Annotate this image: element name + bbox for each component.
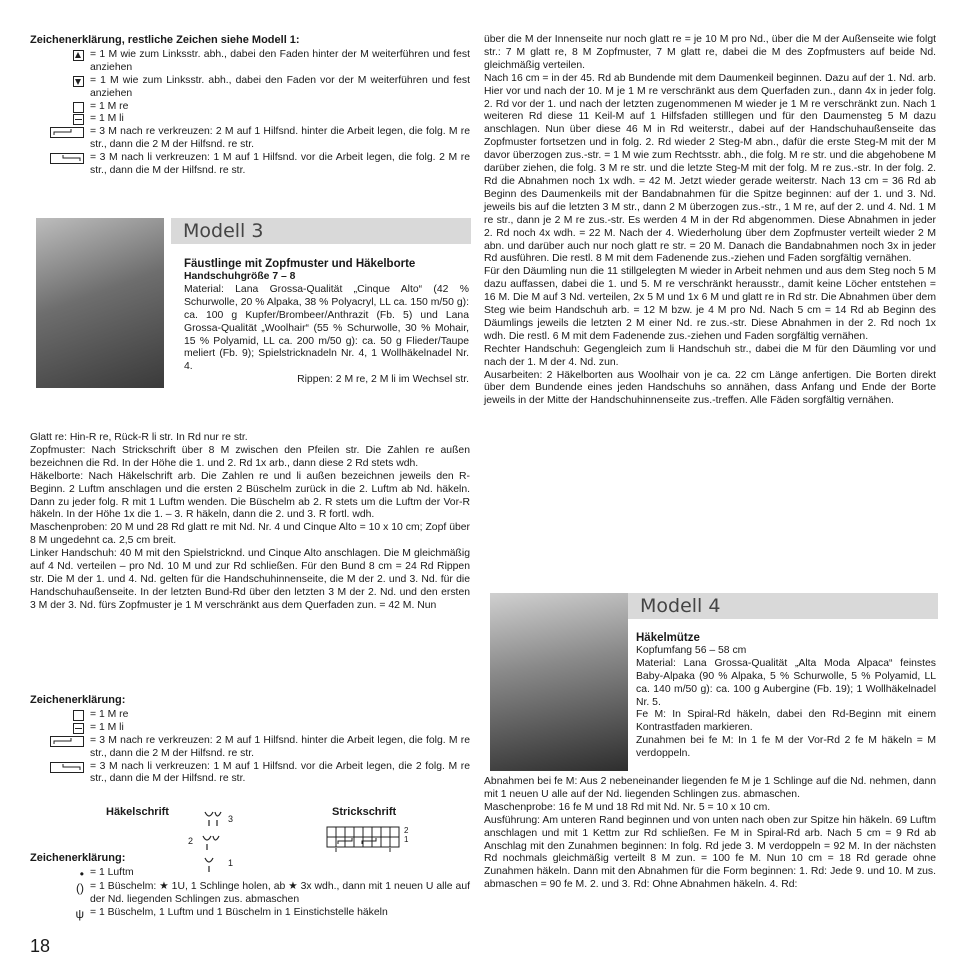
- zopf-text: Zopfmuster: Nach Strickschrift über 8 M zwischen den Pfeilen str. Die Zahlen re außen bezeichnen die Rd. In der Höhe die 1. und 2. Rd 1x arb., dann diese 2 Rd stets wdh.: [30, 444, 470, 469]
- legend-text: = 1 M wie zum Linksstr. abh., dabei den Faden vor der M weiterführen und fest anziehen: [90, 74, 470, 99]
- model4-title: Häkelmütze: [636, 632, 700, 644]
- model3-body: [30, 432, 470, 613]
- legend1-item: [30, 113, 470, 126]
- double-bobble-icon: ψ: [75, 906, 84, 921]
- haekel-chart-title: Häkelschrift: [106, 806, 169, 818]
- model4-ausf: Ausführung: Am unteren Rand beginnen und von unten nach oben zur Spitze hin häkeln. 69 Luftm anschlagen und mit 1 Kettm zur Rd schließen. Fe M in Spiral-Rd arb. Nach 5 cm = 9 Rd ab Anschlag mit den Zunahmen beginnen: In folg. Rd jede 3. M verdoppeln = 92 M. In der nächsten Rd nochmals gleichmäßig verteilt 8 M zun. = 100 fe M. Nun 10 cm = 18 Rd gerade ohne Zunahmen häkeln. Dann mit den Abnahmen für die Form beginnen: 1. Rd: Jede 9. und 10. M zus. abmaschen = 90 fe M. 2. und 3. Rd: Ohne Abnahmen häkeln. 4. Rd:: [484, 814, 936, 891]
- legend-text: = 3 M nach li verkreuzen: 1 M auf 1 Hilfsnd. vor die Arbeit legen, die 2 folg. M re str., dann die M der Hilfsnd. re str.: [90, 760, 470, 785]
- legend3-item: [30, 867, 470, 881]
- bobble-icon: (): [76, 880, 84, 895]
- right-p4: Rechter Handschuh: Gegengleich zum li Handschuh str., dabei die M für den Däumling vor und nach der 1. M der 4. Nd. zun.: [484, 343, 936, 368]
- strick-nums: [404, 826, 408, 844]
- model3-intro: [184, 258, 469, 387]
- model4-material: Material: Lana Grossa-Qualität „Alta Moda Alpaca“ feinstes Baby-Alpaka (90 % Alpaka, 5 % Schurwolle, 5 % Polyamid, LL ca. 140 m/50 g): ca. 100 g Aubergine (Fb. 19); 1 Wollhäkelnadel Nr. 5.: [636, 657, 936, 708]
- legend3-item: [30, 881, 470, 907]
- legend3-title: Zeichenerklärung:: [30, 852, 126, 864]
- right-p1: über die M der Innenseite nur noch glatt re = je 10 M pro Nd., über die M der Außenseite wie folgt str.: 7 M glatt re, 8 M Zopfmuster, 7 M glatt re, dabei die M des Zopfmusters auf beide Nd. gleichmäßig verteilen.: [484, 34, 936, 71]
- legend1-item: [30, 126, 470, 152]
- cable-left-icon: [50, 762, 84, 773]
- legend-symbol: [30, 867, 90, 881]
- legend-symbol: [30, 709, 90, 721]
- model4-probe: Maschenprobe: 16 fe M und 18 Rd mit Nd. Nr. 5 = 10 x 10 cm.: [484, 801, 771, 813]
- hat-photo: [490, 593, 628, 771]
- legend-text: = 1 M re: [90, 100, 129, 112]
- legend-symbol: [30, 49, 90, 61]
- legend-symbol: [30, 761, 90, 773]
- legend1-title: Zeichenerklärung, restliche Zeichen siehe Modell 1:: [30, 34, 300, 46]
- cable-right-icon: [50, 736, 84, 747]
- legend-text: = 1 Luftm: [90, 866, 134, 878]
- dot-icon: •: [79, 866, 84, 881]
- left-column: [30, 34, 470, 178]
- legend-symbol: [30, 126, 90, 138]
- model4-header-label: Modell 4: [640, 595, 721, 617]
- mittens-photo: [36, 218, 164, 388]
- model4-header: [628, 593, 938, 619]
- legend-symbol: [30, 735, 90, 747]
- legend3-item: [30, 907, 470, 921]
- model4-fem: Fe M: In Spiral-Rd häkeln, dabei den Rd-Beginn mit einem Kontrastfaden markieren.: [636, 709, 936, 734]
- model4-body: [484, 776, 936, 892]
- strick-chart-title: Strickschrift: [332, 806, 397, 818]
- right-p2: Nach 16 cm = in der 45. Rd ab Bundende mit dem Daumenkeil beginnen. Dazu auf der 1. Nd. arb. Hier vor und nach der 10. M je 1 M re verschränkt aus dem Querfaden zun., dann 4x in jeder folg. 2. Rd vor der 1. und nach der letzten zugenommenen M wieder je 1 M re verschränkt zun. Nach 1 weiteren Rd diese 11 Keil-M auf 1 Hilfsfaden stilllegen und für den Daumensteg 5 M dazu anschlagen. Nun über diese 46 M in Rd weiterstr., dabei auf der Handschuhaußenseite das Zopfmuster fortsetzen und in folg. 2. Rd wieder 2 Steg-M abn., dafür die erste Steg-M mit der M davor überzogen zus.-str. = 1 M wie zum Rechtsstr. abh., die folg. M re str. und die abgehobene M darüber ziehen, die folg. 3 M re str. und die letzte Steg-M mit der folg. M re zus.-str. In der folg. 2. Rd die Abnahmen noch 1x wdh. = 42 M. Jetzt wieder gerade weiterstr. Nach 13 cm = 36 Rd ab Beginn des Daumenkeils mit der Bandabnahmen für die Spitze beginnen: auf der 1. und 3. Nd. jeweils bis auf die letzten 3 M str., dann 2 M überzogen zus.-str., 1 M re, auf der 2. und 4. Nd. 1 M re str., dann je 2 M re zus.-str. Es werden 4 M in der Rd abgenommen. Diese Abnahmen in jeder 2. Rd noch 4x wdh. = 22 M. Nach der 4. Wiederholung über dem Zopfmuster verteilt wieder 2 M abn. und darüber auch nur noch glatt re str. = 20 M. Danach die Bandabnahmen noch 3x in jeder Rd ausführen. Die restl. 8 M mit dem Fadenende zus.-ziehen und Faden sorgfältig vernähen.: [484, 72, 936, 265]
- legend1-item: [30, 75, 470, 101]
- empty-box-icon: [73, 710, 84, 721]
- legend3-block: [30, 852, 470, 921]
- maschenproben-text: Maschenproben: 20 M und 28 Rd glatt re mit Nd. Nr. 4 und Cinque Alto = 10 x 10 cm; Zopf über 8 M ungedehnt ca. 2,5 cm breit.: [30, 522, 470, 547]
- triangle-down-box-icon: [73, 76, 84, 87]
- legend-symbol: [30, 152, 90, 164]
- cable-left-icon: [50, 153, 84, 164]
- legend1-item: [30, 49, 470, 75]
- model4-zun: Zunahmen bei fe M: In 1 fe M der Vor-Rd 2 fe M häkeln = M verdoppeln.: [636, 735, 936, 760]
- dash-box-icon: [73, 114, 84, 125]
- legend-text: = 1 M re: [90, 708, 129, 720]
- legend-text: = 3 M nach re verkreuzen: 2 M auf 1 Hilfsnd. hinter die Arbeit legen, die folg. M re str., dann die 2 M der Hilfsnd. re str.: [90, 734, 470, 759]
- legend-text: = 3 M nach re verkreuzen: 2 M auf 1 Hilfsnd. hinter die Arbeit legen, die folg. M re str., dann die 2 M der Hilfsnd. re str.: [90, 126, 470, 151]
- model3-size: Handschuhgröße 7 – 8: [184, 271, 296, 282]
- legend2-item: [30, 735, 470, 761]
- legend2-title: Zeichenerklärung:: [30, 694, 126, 706]
- legend2-block: [30, 694, 470, 786]
- legend1-item: [30, 152, 470, 178]
- legend-text: = 1 Büschelm: ★ 1U, 1 Schlinge holen, ab ★ 3x wdh., dann mit 1 neuen U alle auf der Nd. liegenden Schlingen zus. abmaschen: [90, 880, 470, 905]
- strick-num-2: 2: [404, 826, 409, 835]
- triangle-up-box-icon: [73, 50, 84, 61]
- model3-header: [171, 218, 471, 244]
- legend-symbol: [30, 101, 90, 113]
- legend2-list: [30, 709, 470, 786]
- page-number: 18: [30, 936, 51, 956]
- model3-header-label: Modell 3: [183, 220, 264, 242]
- legend-symbol: [30, 907, 90, 921]
- legend-symbol: [30, 722, 90, 734]
- legend-symbol: [30, 75, 90, 87]
- haekel-num-2: 2: [188, 836, 194, 846]
- legend-symbol: [30, 881, 90, 895]
- legend-text: = 3 M nach li verkreuzen: 1 M auf 1 Hilfsnd. vor die Arbeit legen, die folg. 2 M re str., dann die M der Hilfsnd. re str.: [90, 152, 470, 177]
- chart-row-2: [203, 836, 219, 850]
- model4-size: Kopfumfang 56 – 58 cm: [636, 644, 747, 656]
- empty-box-icon: [73, 102, 84, 113]
- model3-title: Fäustlinge mit Zopfmuster und Häkelborte: [184, 258, 416, 270]
- legend2-item: [30, 722, 470, 735]
- cable-right-icon: [50, 127, 84, 138]
- haekel-num-1: 1: [228, 858, 234, 868]
- chart-row-3: [205, 812, 221, 826]
- legend-symbol: [30, 113, 90, 125]
- right-p3: Für den Däumling nun die 11 stillgelegten M wieder in Arbeit nehmen und aus dem Steg noch 5 M dazu auffassen, dabei die 1. und 5. M re verschränkt herausstr., damit keine Löcher entstehen = 16 M. Die M auf 3 Nd. verteilen, 2x 5 M und 1x 6 M und glatt re in Rd str. Die Abnahmen über dem Steg wie beim Handschuh arb. = 12 M bzw. je 4 M pro Nd. Nach 5 cm = 14 Rd ab Beginn des Däumlings jeweils die letzten 2 M einer Nd. re zus.-str. Diese Abnahmen in der 2. Rd noch 1x wdh. Die restl. 6 M mit dem Fadenende zus.-ziehen und Faden sorgfältig vernähen.: [484, 266, 936, 342]
- right-column: [484, 34, 936, 408]
- legend-text: = 1 M li: [90, 721, 124, 733]
- model4-intro: [636, 632, 936, 761]
- model3-rippen: Rippen: 2 M re, 2 M li im Wechsel str.: [297, 374, 469, 386]
- legend2-item: [30, 709, 470, 722]
- dash-box-icon: [73, 723, 84, 734]
- haekelborte-text: Häkelborte: Nach Häkelschrift arb. Die Zahlen re und li außen bezeichnen jeweils den R-Beginn. 2 Luftm anschlagen und die ersten 2 Büschelm zurück in die 2. Luftm ab Nd. häkeln. Dann zu jeder folg. R mit 1 Luftm wenden. Die Büschelm ab 2. R stets um die Luftm der Vor-R häkeln. In der Höhe 1x die 1. – 3. R häkeln, dann die 2. und 3. R fortl. wdh.: [30, 470, 470, 521]
- linker-text: Linker Handschuh: 40 M mit den Spielstricknd. und Cinque Alto anschlagen. Die M gleichmäßig auf 4 Nd. verteilen – pro Nd. 10 M und zur Rd schließen. Für den Bund 8 cm = 24 Rd Rippen str. Die M der 1. und 4. Nd. gelten für die Handschuhinnenseite, die M der 2. und 3. Nd. für die Handschuhaußenseite. In der letzten Bund-Rd über den letzten 3 M der 2. Nd. und den ersten 3 M der 3. Nd. fürs Zopfmuster je 1 M verschränkt aus dem Querfaden zun. = 42 M. Nun: [30, 548, 470, 611]
- right-p5: Ausarbeiten: 2 Häkelborten aus Woolhair von je ca. 22 cm Länge anfertigen. Die Borten direkt über dem Bundende eines jeden Handschuhs so annähen, dass Anfang und Ende der Borte jeweils in der Mitte der Handschuhinnenseite zus.-treffen. Alle Fäden sorgfältig vernähen.: [484, 369, 936, 407]
- legend-text: = 1 M li: [90, 113, 124, 125]
- legend1-list: [30, 49, 470, 178]
- model3-material: Material: Lana Grossa-Qualität „Cinque Alto“ (42 % Schurwolle, 20 % Alpaka, 38 % Polyacryl, LL ca. 150 m/50 g): ca. 100 g Kupfer/Brombeer/Anthrazit (Fb. 5) und Lana Grossa-Qualität „Woolhair“ (55 % Schurwolle, 30 % Mohair, 15 % Polyamid, LL ca. 200 m/50 g): ca. 50 g Flieder/Taupe meliert (Fb. 9); Spielstricknadeln Nr. 4, 1 Wollhäkelnadel Nr. 4.: [184, 283, 469, 373]
- legend3-list: [30, 867, 470, 921]
- legend2-item: [30, 761, 470, 787]
- legend-text: = 1 M wie zum Linksstr. abh., dabei den Faden hinter der M weiterführen und fest anziehen: [90, 48, 470, 73]
- haekel-num-3: 3: [228, 814, 234, 824]
- legend1-item: [30, 101, 470, 114]
- strick-num-1: 1: [404, 835, 409, 844]
- model4-abn: Abnahmen bei fe M: Aus 2 nebeneinander liegenden fe M je 1 Schlinge auf die Nd. nehmen, dann mit 1 neuen U alle auf der Nd. liegenden Schlingen zus. abmaschen.: [484, 776, 936, 800]
- legend-text: = 1 Büschelm, 1 Luftm und 1 Büschelm in 1 Einstichstelle häkeln: [90, 906, 388, 918]
- glatt-text: Glatt re: Hin-R re, Rück-R li str. In Rd nur re str.: [30, 432, 248, 443]
